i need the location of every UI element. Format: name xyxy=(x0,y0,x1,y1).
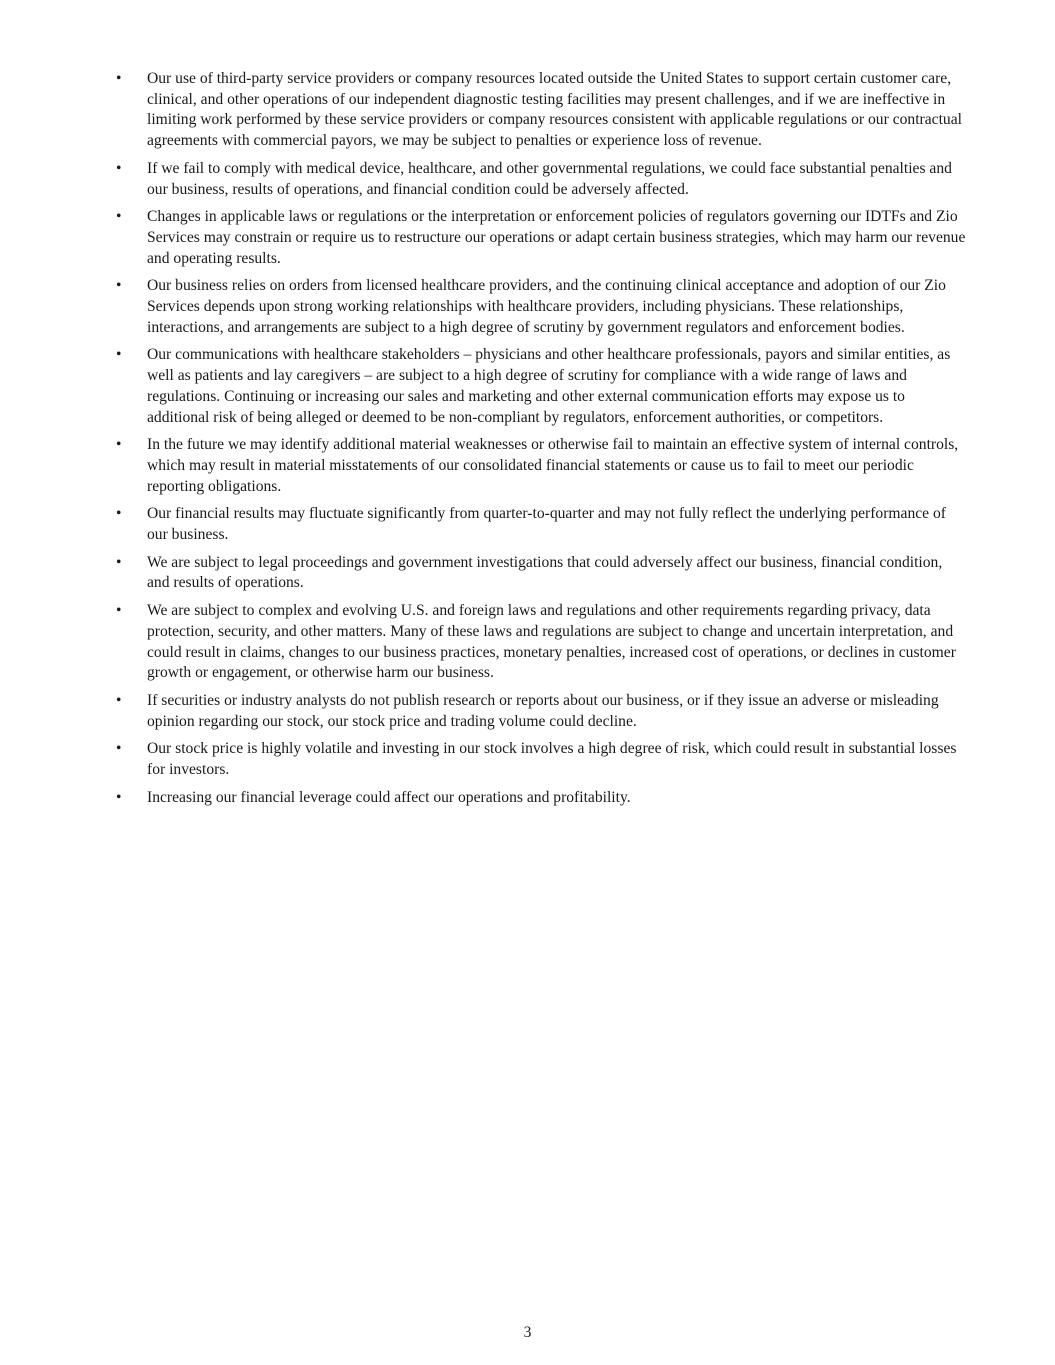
page-number: 3 xyxy=(523,1324,532,1341)
list-item xyxy=(116,207,966,269)
list-item-text: We are subject to legal proceedings and government investigations that could adversely affect our business, financial condition, and results of operations. xyxy=(147,553,943,592)
list-item xyxy=(116,504,966,545)
list-item-text: Our financial results may fluctuate significantly from quarter-to-quarter and may not fully reflect the underlying performance of our business. xyxy=(147,505,946,544)
list-item-text: Our use of third-party service providers or company resources located outside the United States to support certain customer care, clinical, and other operations of our independent diagnostic testing facilities may present challenges, and if we are ineffective in limiting work performed by these service providers or company resources consistent with applicable regulations or our contractual agreements with commercial payors, we may be subject to penalties or experience loss of revenue. xyxy=(147,70,962,150)
list-item-text: We are subject to complex and evolving U.S. and foreign laws and regulations and other requirements regarding privacy, data protection, security, and other matters. Many of these laws and regulations are subject to change and uncertain interpretation, and could result in claims, changes to our business practices, monetary penalties, increased cost of operations, or declines in customer growth or engagement, or otherwise harm our business. xyxy=(147,602,956,682)
bullet-icon: • xyxy=(116,208,122,226)
list-item-text: If we fail to comply with medical device, healthcare, and other governmental regulations, we could face substantial penalties and our business, results of operations, and financial condition could be adversely affected. xyxy=(147,159,952,198)
list-item xyxy=(116,553,966,594)
list-item-text: In the future we may identify additional material weaknesses or otherwise fail to maintain an effective system of internal controls, which may result in material misstatements of our consolidated financial statements or cause us to fail to meet our periodic reporting obligations. xyxy=(147,436,959,495)
list-item xyxy=(116,69,966,152)
bullet-icon: • xyxy=(116,691,122,709)
bullet-icon: • xyxy=(116,788,122,806)
list-item-text: Increasing our financial leverage could affect our operations and profitability. xyxy=(147,788,631,806)
list-item-text: Our stock price is highly volatile and investing in our stock involves a high degree of risk, which could result in substantial losses for investors. xyxy=(147,740,957,779)
list-item xyxy=(116,345,966,428)
bullet-icon: • xyxy=(116,740,122,758)
list-item xyxy=(116,159,966,200)
list-item xyxy=(116,435,966,497)
list-item xyxy=(116,739,966,780)
list-item-text: Changes in applicable laws or regulations or the interpretation or enforcement policies of regulators governing our IDTFs and Zio Services may constrain or require us to restructure our operations or adapt certain business strategies, which may harm our revenue and operating results. xyxy=(147,208,966,267)
bullet-icon: • xyxy=(116,346,122,364)
list-item-text: Our business relies on orders from licensed healthcare providers, and the continuing clinical acceptance and adoption of our Zio Services depends upon strong working relationships with healthcare providers, including physicians. These relationships, interactions, and arrangements are subject to a high degree of scrutiny by government regulators and enforcement bodies. xyxy=(147,277,946,336)
list-item xyxy=(116,601,966,684)
list-item xyxy=(116,691,966,732)
bullet-icon: • xyxy=(116,602,122,620)
list-item xyxy=(116,276,966,338)
bullet-icon: • xyxy=(116,70,122,87)
bullet-icon: • xyxy=(116,159,122,177)
list-item-text: Our communications with healthcare stakeholders – physicians and other healthcare professionals, payors and similar entities, as well as patients and lay caregivers – are subject to a high degree of scrutiny for compliance with a wide range of laws and regulations. Continuing or increasing our sales and marketing and other external communication efforts may expose us to additional risk of being alleged or deemed to be non-compliant by regulators, enforcement authorities, or competitors. xyxy=(147,346,951,426)
bullet-icon: • xyxy=(116,505,122,523)
bullet-icon: • xyxy=(116,553,122,571)
bullet-icon: • xyxy=(116,277,122,295)
risk-factor-list xyxy=(116,69,966,809)
list-item xyxy=(116,788,966,809)
page-content xyxy=(116,69,966,816)
bullet-icon: • xyxy=(116,436,122,454)
list-item-text: If securities or industry analysts do not publish research or reports about our business, or if they issue an adverse or misleading opinion regarding our stock, our stock price and trading volume could decline. xyxy=(147,691,939,730)
